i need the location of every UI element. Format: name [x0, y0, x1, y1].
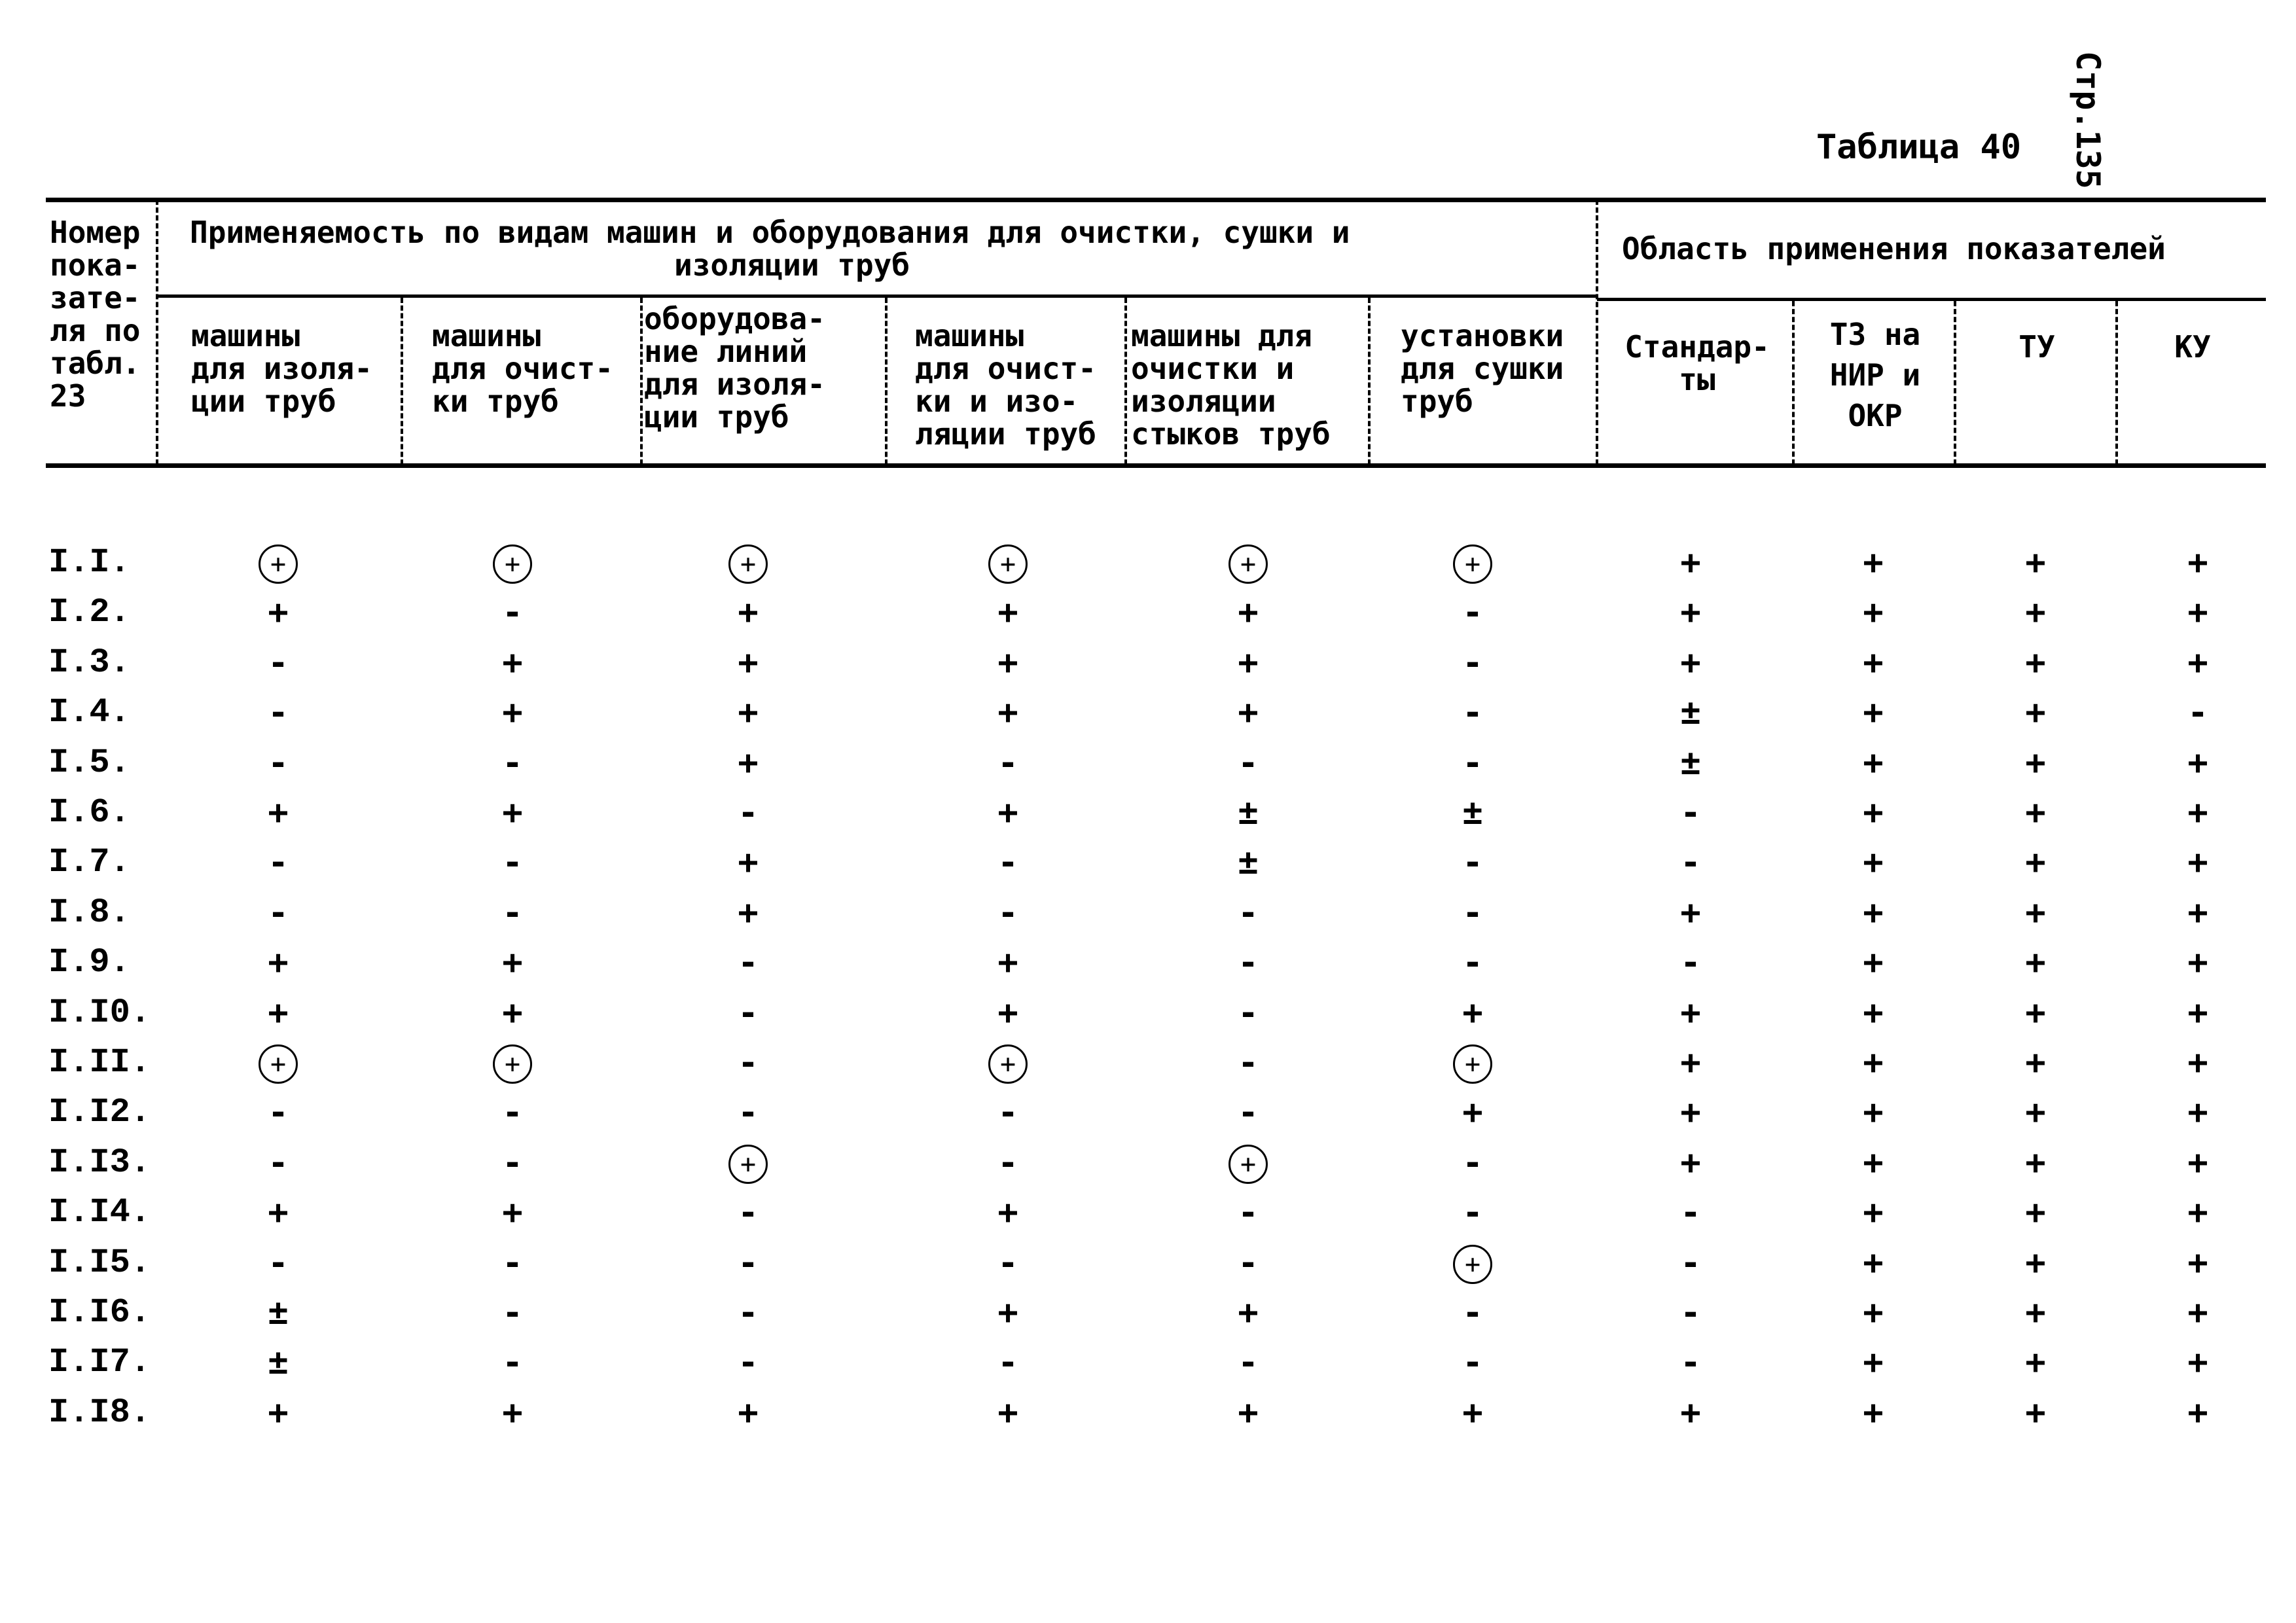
table-cell: -	[1238, 743, 1259, 783]
table-cell: +	[259, 1044, 298, 1084]
table-cell: -	[738, 1043, 759, 1082]
table-cell: +	[1453, 1245, 1492, 1284]
header-machines-insulation: машины для изоля- ции труб	[191, 318, 372, 419]
table-cell: -	[1462, 1343, 1483, 1382]
table-cell: +	[1863, 693, 1884, 732]
table-cell: -	[1462, 843, 1483, 882]
row-label: I.9.	[48, 943, 130, 982]
table-cell: +	[2025, 1093, 2046, 1132]
table-cell: +	[1863, 1293, 1884, 1332]
col-separator	[1954, 301, 1956, 465]
table-title: Таблица 40	[1816, 128, 2022, 167]
table-cell: +	[1863, 843, 1884, 882]
table-cell: +	[997, 593, 1018, 632]
header-indicator-number: Номер пока- зате- ля по табл. 23	[50, 215, 141, 414]
table-cell: +	[493, 544, 532, 584]
table-cell: -	[268, 1243, 289, 1283]
table-cell: +	[2187, 543, 2208, 582]
table-cell: +	[1863, 893, 1884, 933]
table-cell: +	[997, 993, 1018, 1033]
table-cell: +	[997, 793, 1018, 832]
row-label: I.I6.	[48, 1293, 151, 1332]
row-label: I.8.	[48, 893, 130, 932]
table-cell: +	[1680, 1093, 1701, 1132]
table-cell: +	[1680, 643, 1701, 683]
table-cell: +	[2187, 1143, 2208, 1183]
table-cell: ±	[1462, 793, 1483, 832]
table-cell: ±	[268, 1293, 289, 1332]
table-cell: +	[1863, 943, 1884, 982]
row-label: I.I0.	[48, 993, 151, 1032]
table-cell: -	[268, 643, 289, 683]
table-cell: +	[988, 544, 1028, 584]
table-cell: +	[2187, 943, 2208, 982]
table-cell: -	[738, 793, 759, 832]
table-cell: +	[2025, 993, 2046, 1033]
table-cell: +	[2025, 1043, 2046, 1082]
table-cell: -	[502, 593, 523, 632]
table-cell: +	[1863, 1093, 1884, 1132]
table-cell: +	[1238, 693, 1259, 732]
header-bottom-rule	[46, 463, 2266, 468]
table-cell: -	[738, 993, 759, 1033]
table-cell: +	[259, 544, 298, 584]
table-cell: +	[2025, 1393, 2046, 1433]
table-cell: +	[1863, 1243, 1884, 1283]
table-cell: -	[1680, 843, 1701, 882]
table-cell: ±	[268, 1343, 289, 1382]
table-cell: +	[738, 1393, 759, 1433]
table-cell: +	[2025, 743, 2046, 783]
table-cell: +	[502, 1393, 523, 1433]
table-cell: +	[1680, 1393, 1701, 1433]
table-cell: +	[1238, 1393, 1259, 1433]
table-cell: -	[738, 1293, 759, 1332]
table-cell: +	[2187, 743, 2208, 783]
table-cell: +	[268, 943, 289, 982]
table-cell: +	[728, 544, 768, 584]
row-label: I.I3.	[48, 1143, 151, 1182]
table-cell: +	[1863, 543, 1884, 582]
table-cell: +	[1680, 543, 1701, 582]
col-separator	[1124, 298, 1127, 465]
table-cell: -	[997, 893, 1018, 933]
table-cell: +	[2025, 1143, 2046, 1183]
table-cell: -	[268, 743, 289, 783]
table-cell: +	[2187, 893, 2208, 933]
table-cell: -	[1680, 1193, 1701, 1232]
table-cell: +	[268, 1193, 289, 1232]
table-cell: -	[1462, 1293, 1483, 1332]
subheader-rule-left	[157, 294, 1596, 298]
table-cell: +	[997, 643, 1018, 683]
row-label: I.I2.	[48, 1093, 151, 1132]
table-cell: -	[1238, 1243, 1259, 1283]
table-cell: +	[2025, 593, 2046, 632]
row-label: I.2.	[48, 593, 130, 632]
table-cell: +	[2025, 643, 2046, 683]
table-cell: +	[268, 593, 289, 632]
header-applicability-group: Применяемость по видам машин и оборудования для очистки, сушки и	[190, 215, 1350, 250]
table-cell: +	[2187, 1093, 2208, 1132]
table-cell: ±	[1238, 793, 1259, 832]
table-cell: -	[997, 1143, 1018, 1183]
table-cell: -	[997, 843, 1018, 882]
row-label: I.II.	[48, 1043, 151, 1082]
table-cell: -	[1462, 1143, 1483, 1183]
row-label: I.I7.	[48, 1343, 151, 1382]
table-cell: +	[1863, 743, 1884, 783]
table-cell: -	[1238, 893, 1259, 933]
row-label: I.3.	[48, 643, 130, 682]
header-machines-cleaning: машины для очист- ки труб	[432, 318, 613, 419]
table-cell: +	[1863, 593, 1884, 632]
row-label: I.I4.	[48, 1193, 151, 1232]
table-cell: -	[1680, 1243, 1701, 1283]
header-insulation-lines: оборудова- ние линий для изоля- ции труб	[644, 301, 825, 435]
table-cell: +	[738, 893, 759, 933]
table-cell: +	[493, 1044, 532, 1084]
table-cell: +	[268, 993, 289, 1033]
table-cell: -	[268, 693, 289, 732]
table-cell: -	[1462, 943, 1483, 982]
header-drying-units: установки для сушки труб	[1401, 318, 1564, 419]
col-separator	[401, 298, 403, 465]
table-cell: +	[997, 1193, 1018, 1232]
table-cell: +	[997, 693, 1018, 732]
table-cell: +	[738, 693, 759, 732]
table-cell: +	[2187, 793, 2208, 832]
table-cell: +	[988, 1044, 1028, 1084]
row-label: I.5.	[48, 743, 130, 782]
table-cell: -	[1680, 943, 1701, 982]
table-cell: +	[738, 593, 759, 632]
header-application-area-group: Область применения показателей	[1622, 231, 2166, 266]
table-cell: +	[1453, 544, 1492, 584]
table-cell: +	[2187, 1193, 2208, 1232]
table-cell: +	[2187, 1243, 2208, 1283]
table-cell: +	[2025, 1193, 2046, 1232]
table-cell: -	[502, 1143, 523, 1183]
header-applicability-group-line2: изоляции труб	[674, 247, 910, 283]
table-cell: +	[1863, 1043, 1884, 1082]
table-cell: -	[502, 1343, 523, 1382]
table-cell: +	[502, 1193, 523, 1232]
subheader-rule-right	[1597, 298, 2266, 301]
table-cell: -	[502, 1093, 523, 1132]
page-number: Стр.135	[2069, 51, 2107, 189]
table-cell: +	[1229, 544, 1268, 584]
header-standards: Стандар- ты	[1624, 329, 1770, 397]
table-cell: +	[738, 843, 759, 882]
table-cell: -	[1238, 1343, 1259, 1382]
table-cell: +	[1863, 1193, 1884, 1232]
table-cell: -	[1680, 1293, 1701, 1332]
table-cell: -	[1680, 1343, 1701, 1382]
table-cell: +	[1229, 1145, 1268, 1184]
table-cell: +	[268, 793, 289, 832]
table-cell: +	[1863, 1393, 1884, 1433]
table-cell: -	[997, 743, 1018, 783]
table-cell: +	[2025, 543, 2046, 582]
table-cell: -	[502, 843, 523, 882]
table-cell: -	[1680, 793, 1701, 832]
table-cell: +	[738, 743, 759, 783]
col-separator	[885, 298, 888, 465]
table-cell: -	[2187, 693, 2208, 732]
table-cell: +	[1680, 593, 1701, 632]
table-cell: +	[1453, 1044, 1492, 1084]
table-cell: +	[1238, 1293, 1259, 1332]
table-cell: -	[738, 1343, 759, 1382]
table-cell: +	[1863, 793, 1884, 832]
table-cell: +	[1863, 993, 1884, 1033]
table-cell: +	[1863, 1143, 1884, 1183]
table-cell: +	[2025, 1343, 2046, 1382]
table-cell: +	[997, 1293, 1018, 1332]
table-cell: +	[502, 993, 523, 1033]
table-cell: -	[1462, 1193, 1483, 1232]
table-cell: +	[1680, 1143, 1701, 1183]
row-label: I.7.	[48, 843, 130, 882]
table-cell: +	[2187, 843, 2208, 882]
table-cell: ±	[1238, 843, 1259, 882]
table-cell: +	[2025, 793, 2046, 832]
table-cell: -	[1462, 693, 1483, 732]
table-cell: +	[1863, 643, 1884, 683]
table-cell: -	[502, 893, 523, 933]
table-cell: +	[2187, 593, 2208, 632]
top-rule	[46, 198, 2266, 202]
table-cell: ±	[1680, 693, 1701, 732]
col-separator	[1596, 200, 1598, 465]
table-cell: +	[502, 643, 523, 683]
table-cell: -	[1462, 743, 1483, 783]
table-cell: -	[502, 1293, 523, 1332]
table-cell: +	[1238, 593, 1259, 632]
table-cell: +	[502, 693, 523, 732]
table-cell: +	[2025, 943, 2046, 982]
table-cell: -	[997, 1343, 1018, 1382]
col-separator	[1792, 301, 1795, 465]
table-cell: +	[1462, 993, 1483, 1033]
table-cell: +	[2025, 1243, 2046, 1283]
table-cell: -	[1238, 1093, 1259, 1132]
table-cell: -	[1238, 943, 1259, 982]
table-cell: -	[1462, 593, 1483, 632]
table-cell: +	[1462, 1393, 1483, 1433]
table-cell: -	[1238, 1193, 1259, 1232]
header-tz-nir-okr: ТЗ на НИР и ОКР	[1829, 317, 1921, 433]
row-label: I.I8.	[48, 1393, 151, 1432]
table-cell: +	[728, 1145, 768, 1184]
table-cell: +	[2025, 843, 2046, 882]
table-cell: -	[1238, 1043, 1259, 1082]
table-cell: -	[268, 1143, 289, 1183]
table-cell: -	[738, 943, 759, 982]
table-cell: +	[738, 643, 759, 683]
table-cell: -	[1462, 643, 1483, 683]
col-separator	[1368, 298, 1371, 465]
table-cell: -	[738, 1243, 759, 1283]
row-label: I.I5.	[48, 1243, 151, 1282]
table-cell: +	[1462, 1093, 1483, 1132]
header-ku: КУ	[2174, 329, 2211, 365]
table-cell: -	[268, 843, 289, 882]
col-separator	[156, 200, 158, 465]
row-label: I.I.	[48, 543, 130, 582]
table-cell: +	[502, 793, 523, 832]
table-cell: -	[502, 743, 523, 783]
table-cell: -	[268, 1093, 289, 1132]
table-cell: +	[2187, 1293, 2208, 1332]
table-cell: -	[268, 893, 289, 933]
header-tu: ТУ	[2018, 329, 2055, 365]
table-cell: +	[2025, 893, 2046, 933]
table-cell: -	[1238, 993, 1259, 1033]
table-cell: -	[738, 1193, 759, 1232]
row-label: I.6.	[48, 793, 130, 832]
table-cell: -	[502, 1243, 523, 1283]
table-cell: -	[1462, 893, 1483, 933]
table-cell: +	[1680, 893, 1701, 933]
table-cell: +	[2187, 643, 2208, 683]
table-cell: +	[1238, 643, 1259, 683]
table-cell: +	[502, 943, 523, 982]
table-cell: +	[1680, 993, 1701, 1033]
table-cell: +	[997, 943, 1018, 982]
header-machines-joints: машины для очистки и изоляции стыков труб	[1131, 318, 1331, 452]
table-cell: -	[997, 1093, 1018, 1132]
table-cell: +	[2187, 1393, 2208, 1433]
table-cell: +	[2025, 1293, 2046, 1332]
table-cell: +	[1680, 1043, 1701, 1082]
table-cell: +	[268, 1393, 289, 1433]
table-cell: +	[1863, 1343, 1884, 1382]
table-cell: ±	[1680, 743, 1701, 783]
header-machines-cleaning-insulation: машины для очист- ки и изо- ляции труб	[915, 318, 1096, 452]
table-cell: +	[997, 1393, 1018, 1433]
table-cell: +	[2025, 693, 2046, 732]
table-cell: +	[2187, 1343, 2208, 1382]
row-label: I.4.	[48, 693, 130, 732]
col-separator	[640, 298, 643, 465]
table-cell: -	[997, 1243, 1018, 1283]
table-cell: -	[738, 1093, 759, 1132]
col-separator	[2115, 301, 2118, 465]
table-cell: +	[2187, 1043, 2208, 1082]
table-cell: +	[2187, 993, 2208, 1033]
